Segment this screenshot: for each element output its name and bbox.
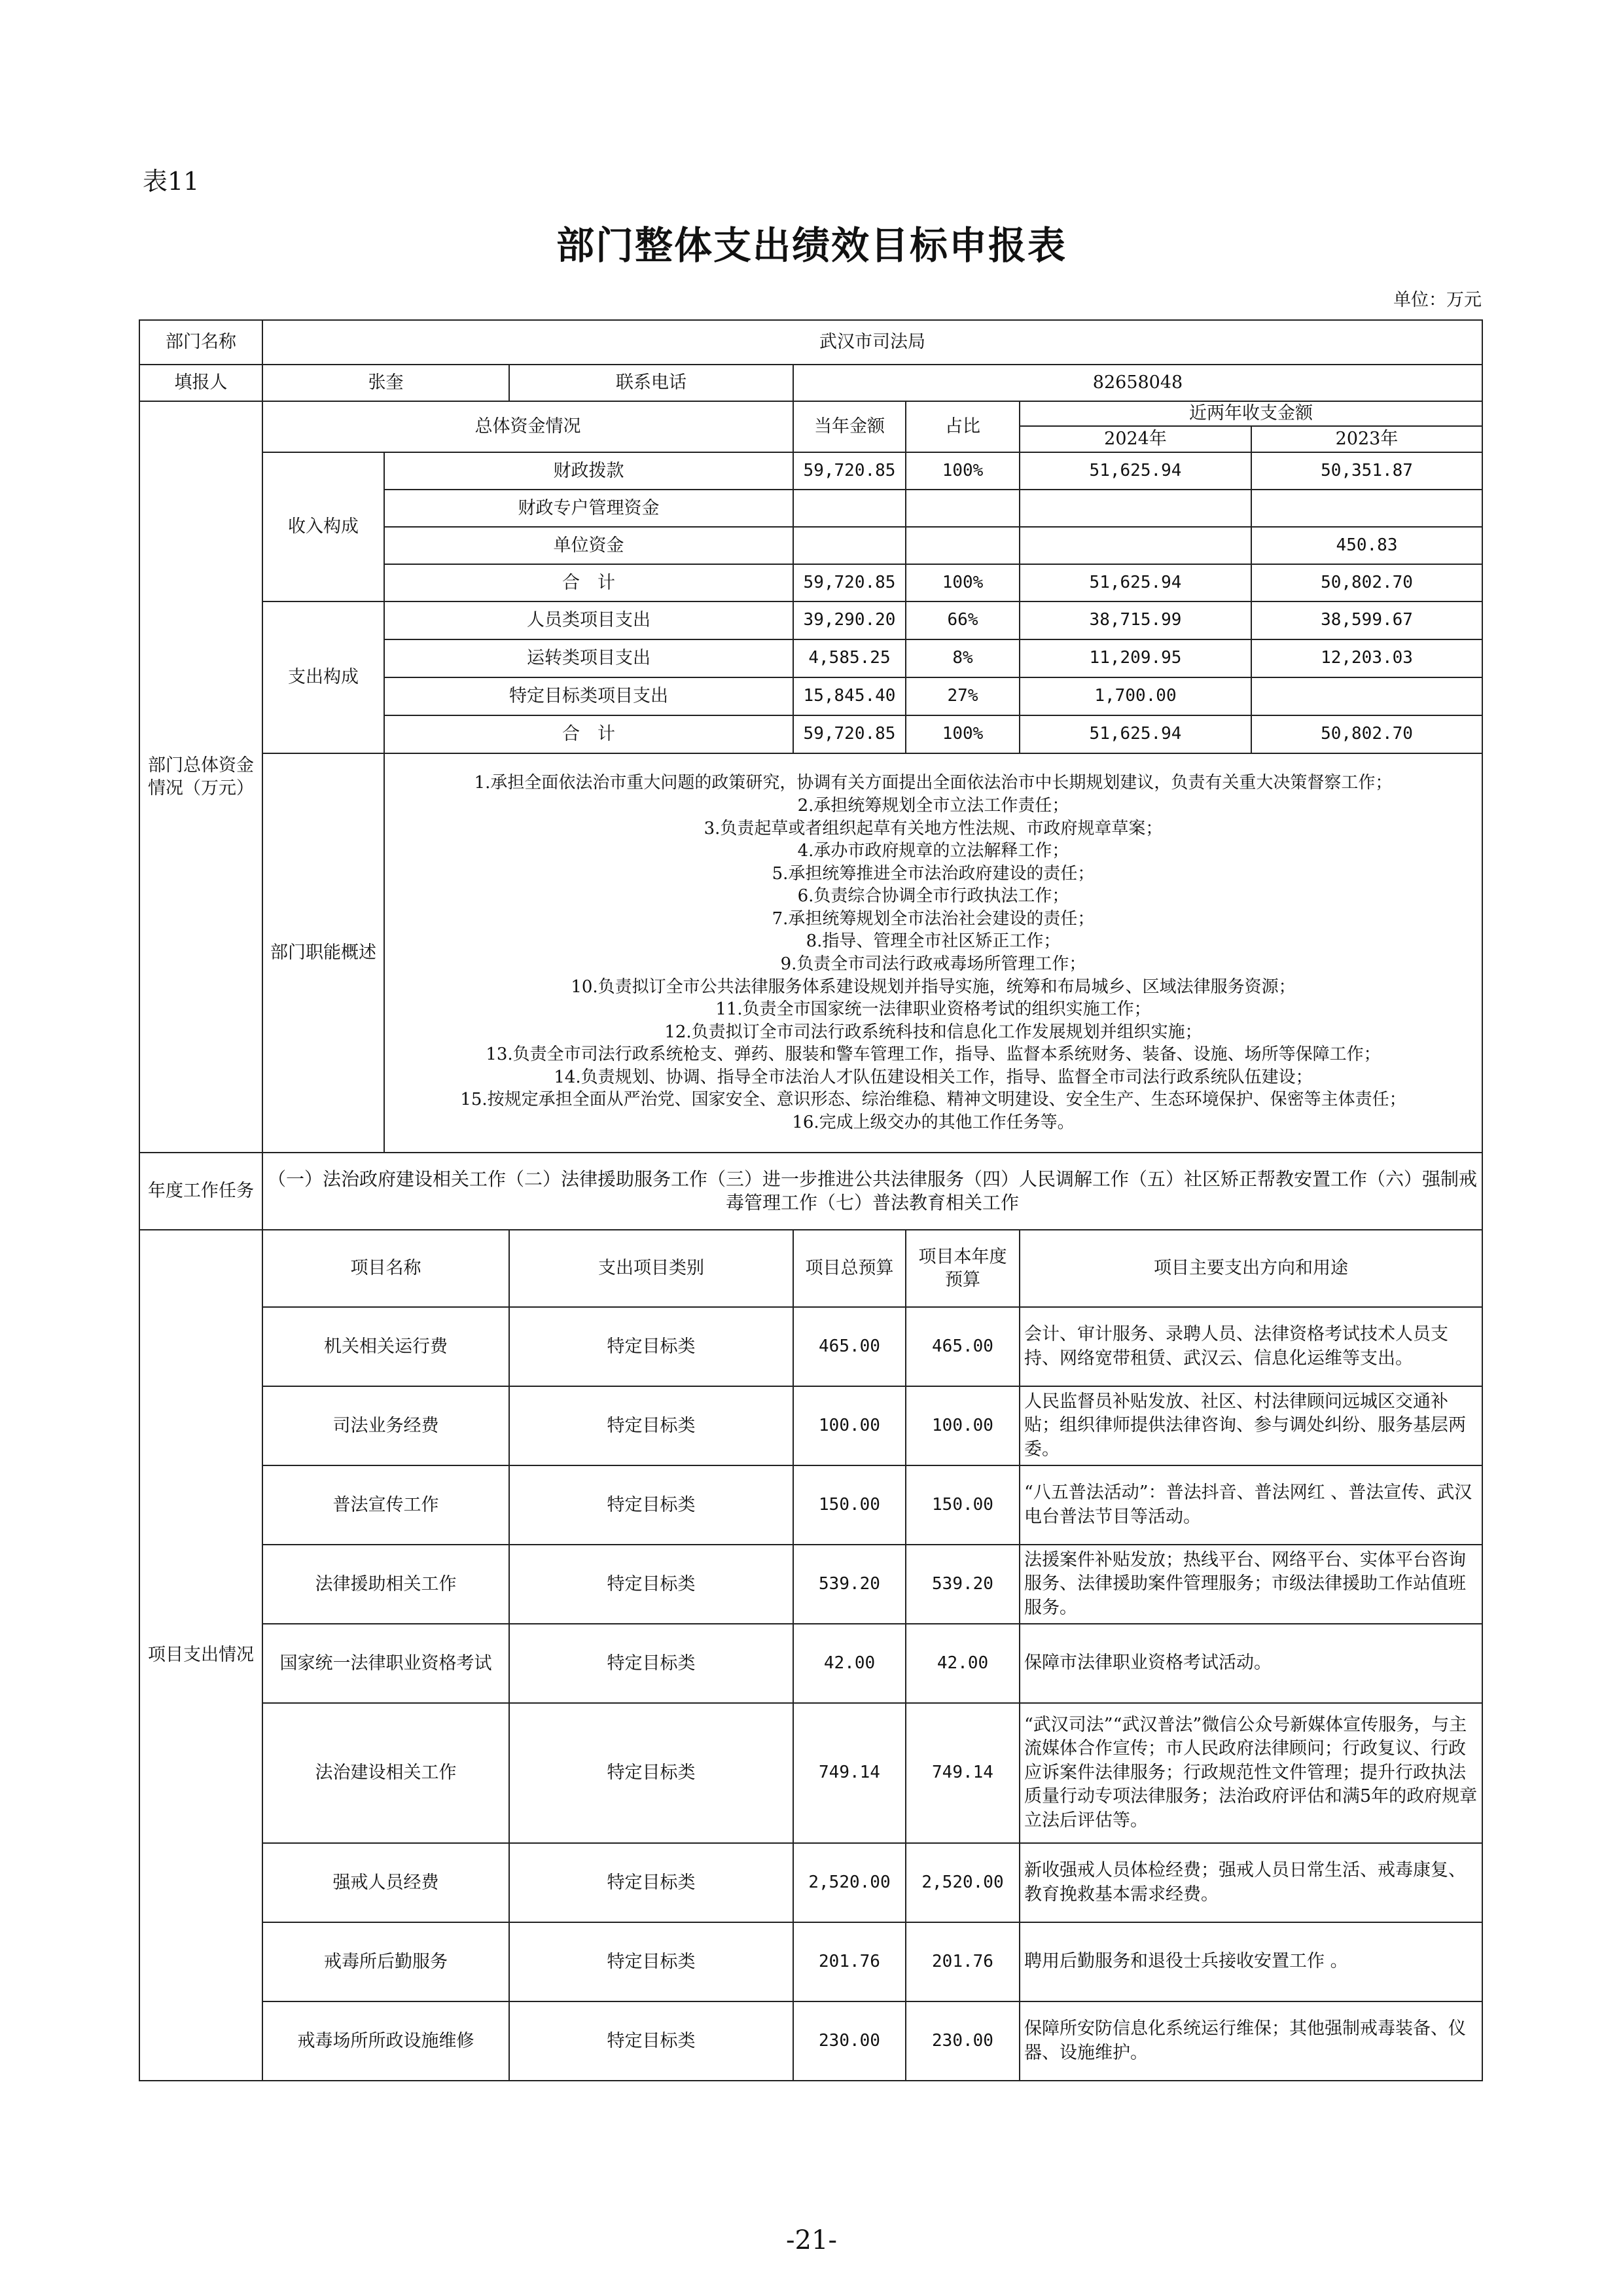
filler-row — [139, 365, 1482, 401]
duties-text — [384, 753, 1482, 1153]
income-item-name: 财政专户管理资金 — [384, 490, 793, 527]
project-name: 法治建设相关工作 — [262, 1703, 509, 1843]
project-year-header: 项目本年度预算 — [906, 1230, 1020, 1307]
year-2024-header: 2024年 — [1020, 426, 1251, 452]
duty-item: 14.负责规划、协调、指导全市法治人才队伍建设相关工作，指导、监督全市司法行政系统队伍建设； — [554, 1067, 1313, 1087]
project-row — [139, 1624, 1482, 1703]
dept-name-label: 部门名称 — [139, 320, 262, 365]
income-total-2023: 50,802.70 — [1251, 564, 1482, 601]
income-row — [139, 452, 1482, 490]
expense-current-amount: 15,845.40 — [793, 677, 906, 715]
annual-tasks-row — [139, 1153, 1482, 1230]
project-category: 特定目标类 — [509, 1545, 793, 1624]
project-usage-text: 新收强戒人员体检经费；强戒人员日常生活、戒毒康复、教育挽救基本需求经费。 — [1024, 1860, 1466, 1905]
funds-side-label: 部门总体资金情况（万元） — [139, 401, 262, 1153]
project-usage — [1020, 1307, 1482, 1386]
income-total-amount: 59,720.85 — [793, 564, 906, 601]
project-category: 特定目标类 — [509, 2001, 793, 2081]
year-2023-header: 2023年 — [1251, 426, 1482, 452]
income-current-amount — [793, 490, 906, 527]
duty-item: 6.负责综合协调全市行政执法工作； — [797, 886, 1069, 906]
project-total: 230.00 — [793, 2001, 906, 2081]
project-total: 539.20 — [793, 1545, 906, 1624]
page-title: 部门整体支出绩效目标申报表 — [556, 223, 1067, 268]
project-category: 特定目标类 — [509, 1386, 793, 1465]
project-usage — [1020, 1843, 1482, 1922]
expense-total-amount: 59,720.85 — [793, 715, 906, 753]
expense-share: 66% — [906, 601, 1020, 639]
project-row — [139, 1703, 1482, 1843]
project-name: 司法业务经费 — [262, 1386, 509, 1465]
project-category: 特定目标类 — [509, 1465, 793, 1545]
project-year-budget: 230.00 — [906, 2001, 1020, 2081]
project-total-header: 项目总预算 — [793, 1230, 906, 1307]
expense-2024-amount: 38,715.99 — [1020, 601, 1251, 639]
project-year-budget: 42.00 — [906, 1624, 1020, 1703]
project-total: 201.76 — [793, 1922, 906, 2001]
income-item-name: 单位资金 — [384, 527, 793, 564]
income-total-label: 合 计 — [384, 564, 793, 601]
income-current-amount: 59,720.85 — [793, 452, 906, 490]
project-year-budget: 465.00 — [906, 1307, 1020, 1386]
unit-label: 单位：万元 — [1393, 290, 1482, 310]
project-row — [139, 1386, 1482, 1465]
expense-share: 27% — [906, 677, 1020, 715]
project-usage-header: 项目主要支出方向和用途 — [1020, 1230, 1482, 1307]
expense-row — [139, 601, 1482, 639]
phone-value: 82658048 — [793, 365, 1482, 401]
duties-label: 部门职能概述 — [262, 753, 384, 1153]
project-total: 749.14 — [793, 1703, 906, 1843]
project-name: 机关相关运行费 — [262, 1307, 509, 1386]
expense-item-name: 人员类项目支出 — [384, 601, 793, 639]
duty-item: 2.承担统筹规划全市立法工作责任； — [797, 795, 1069, 816]
income-current-amount — [793, 527, 906, 564]
project-usage-text: 人民监督员补贴发放、社区、村法律顾问远城区交通补贴；组织律师提供法律咨询、参与调处纠纷、服务基层两委。 — [1024, 1391, 1466, 1460]
duty-item: 5.承担统筹推进全市法治政府建设的责任； — [772, 863, 1095, 884]
project-usage — [1020, 1624, 1482, 1703]
income-total-2024: 51,625.94 — [1020, 564, 1251, 601]
project-usage — [1020, 1465, 1482, 1545]
project-total: 42.00 — [793, 1624, 906, 1703]
project-usage-text: “八五普法活动”：普法抖音、普法网红 、普法宣传、武汉电台普法节目等活动。 — [1024, 1482, 1472, 1527]
overall-funds-label: 总体资金情况 — [262, 401, 793, 452]
project-category-header: 支出项目类别 — [509, 1230, 793, 1307]
project-name-header: 项目名称 — [262, 1230, 509, 1307]
project-name: 戒毒场所所政设施维修 — [262, 2001, 509, 2081]
expense-current-amount: 39,290.20 — [793, 601, 906, 639]
income-share — [906, 490, 1020, 527]
income-2024-amount — [1020, 527, 1251, 564]
expense-total-share: 100% — [906, 715, 1020, 753]
table-number-label: 表11 — [143, 167, 200, 196]
income-item-name: 财政拨款 — [384, 452, 793, 490]
project-usage-text: 法援案件补贴发放；热线平台、网络平台、实体平台咨询服务、法律援助案件管理服务；市级法律援助工作站值班服务。 — [1024, 1549, 1466, 1618]
income-share — [906, 527, 1020, 564]
recent-years-header: 近两年收支金额 — [1020, 401, 1482, 426]
project-usage — [1020, 1922, 1482, 2001]
project-total: 150.00 — [793, 1465, 906, 1545]
income-2023-amount: 50,351.87 — [1251, 452, 1482, 490]
project-row — [139, 1545, 1482, 1624]
expense-item-name: 特定目标类项目支出 — [384, 677, 793, 715]
project-category: 特定目标类 — [509, 1307, 793, 1386]
duty-item: 3.负责起草或者组织起草有关地方性法规、市政府规章草案； — [704, 818, 1163, 838]
project-usage-text: “武汉司法”“武汉普法”微信公众号新媒体宣传服务，与主流媒体合作宣传；市人民政府法律顾问；行政复议、行政应诉案件法律服务；行政规范性文件管理；提升行政执法质量行动专项法律服务；法治政府评估和满5年的政府规章立法后评估等。 — [1024, 1714, 1478, 1831]
project-year-budget: 150.00 — [906, 1465, 1020, 1545]
share-header: 占比 — [906, 401, 1020, 452]
project-row — [139, 1465, 1482, 1545]
expense-label: 支出构成 — [262, 601, 384, 753]
expense-total-2024: 51,625.94 — [1020, 715, 1251, 753]
income-label: 收入构成 — [262, 452, 384, 601]
dept-name-value: 武汉市司法局 — [262, 320, 1482, 365]
dept-name-row — [139, 320, 1482, 365]
duty-item: 7.承担统筹规划全市法治社会建设的责任； — [772, 908, 1095, 929]
project-year-budget: 100.00 — [906, 1386, 1020, 1465]
expense-2023-amount: 12,203.03 — [1251, 639, 1482, 677]
project-name: 国家统一法律职业资格考试 — [262, 1624, 509, 1703]
income-2023-amount — [1251, 490, 1482, 527]
duty-item: 11.负责全市国家统一法律职业资格考试的组织实施工作； — [715, 999, 1151, 1020]
project-usage-text: 保障市法律职业资格考试活动。 — [1024, 1653, 1272, 1674]
expense-2023-amount: 38,599.67 — [1251, 601, 1482, 639]
project-category: 特定目标类 — [509, 1624, 793, 1703]
duty-item: 1.承担全面依法治市重大问题的政策研究，协调有关方面提出全面依法治市中长期规划建议，负责有关重大决策督察工作； — [474, 773, 1393, 793]
filler-value: 张奎 — [262, 365, 509, 401]
project-name: 强戒人员经费 — [262, 1843, 509, 1922]
income-2023-amount: 450.83 — [1251, 527, 1482, 564]
project-name: 法律援助相关工作 — [262, 1545, 509, 1624]
project-usage-text: 会计、审计服务、录聘人员、法律资格考试技术人员支持、网络宽带租赁、武汉云、信息化运维等支出。 — [1024, 1324, 1448, 1369]
project-name: 戒毒所后勤服务 — [262, 1922, 509, 2001]
page-number: -21- — [786, 2225, 837, 2255]
performance-table — [139, 319, 1483, 2081]
duty-item: 9.负责全市司法行政戒毒场所管理工作； — [780, 954, 1086, 974]
expense-current-amount: 4,585.25 — [793, 639, 906, 677]
funds-header-row — [139, 401, 1482, 426]
project-name: 普法宣传工作 — [262, 1465, 509, 1545]
project-category: 特定目标类 — [509, 1843, 793, 1922]
expense-total-label: 合 计 — [384, 715, 793, 753]
project-usage — [1020, 1386, 1482, 1465]
phone-label: 联系电话 — [509, 365, 793, 401]
income-2024-amount: 51,625.94 — [1020, 452, 1251, 490]
project-total: 465.00 — [793, 1307, 906, 1386]
project-row — [139, 1843, 1482, 1922]
annual-tasks-label: 年度工作任务 — [139, 1153, 262, 1230]
duty-item: 8.指导、管理全市社区矫正工作； — [806, 931, 1061, 952]
income-2024-amount — [1020, 490, 1251, 527]
expense-item-name: 运转类项目支出 — [384, 639, 793, 677]
income-total-share: 100% — [906, 564, 1020, 601]
project-row — [139, 1922, 1482, 2001]
project-year-budget: 2,520.00 — [906, 1843, 1020, 1922]
project-year-budget: 539.20 — [906, 1545, 1020, 1624]
project-usage — [1020, 1703, 1482, 1843]
projects-label: 项目支出情况 — [139, 1230, 262, 2081]
income-share: 100% — [906, 452, 1020, 490]
project-total: 100.00 — [793, 1386, 906, 1465]
project-usage-text: 保障所安防信息化系统运行维保；其他强制戒毒装备、仪器、设施维护。 — [1024, 2018, 1466, 2063]
project-usage-text: 聘用后勤服务和退役士兵接收安置工作 。 — [1024, 1951, 1348, 1972]
expense-share: 8% — [906, 639, 1020, 677]
duty-item: 12.负责拟订全市司法行政系统科技和信息化工作发展规划并组织实施； — [664, 1022, 1202, 1042]
project-usage — [1020, 2001, 1482, 2081]
annual-tasks-text: （一）法治政府建设相关工作（二）法律援助服务工作（三）进一步推进公共法律服务（四）人民调解工作（五）社区矫正帮教安置工作（六）强制戒毒管理工作（七）普法教育相关工作 — [262, 1153, 1482, 1230]
project-usage — [1020, 1545, 1482, 1624]
current-amount-header: 当年金额 — [793, 401, 906, 452]
project-category: 特定目标类 — [509, 1922, 793, 2001]
project-total: 2,520.00 — [793, 1843, 906, 1922]
project-header-row — [139, 1230, 1482, 1307]
duties-row — [139, 753, 1482, 1153]
expense-2024-amount: 1,700.00 — [1020, 677, 1251, 715]
expense-2024-amount: 11,209.95 — [1020, 639, 1251, 677]
duty-item: 15.按规定承担全面从严治党、国家安全、意识形态、综治维稳、精神文明建设、安全生产、生态环境保护、保密等主体责任； — [460, 1090, 1406, 1110]
duty-item: 10.负责拟订全市公共法律服务体系建设规划并指导实施，统筹和布局城乡、区域法律服务资源； — [571, 977, 1296, 997]
project-row — [139, 2001, 1482, 2081]
project-year-budget: 201.76 — [906, 1922, 1020, 2001]
project-row — [139, 1307, 1482, 1386]
duty-item: 13.负责全市司法行政系统枪支、弹药、服装和警车管理工作，指导、监督本系统财务、装备、设施、场所等保障工作； — [486, 1045, 1381, 1065]
filler-label: 填报人 — [139, 365, 262, 401]
project-year-budget: 749.14 — [906, 1703, 1020, 1843]
duty-item: 16.完成上级交办的其他工作任务等。 — [792, 1113, 1075, 1133]
project-category: 特定目标类 — [509, 1703, 793, 1843]
expense-total-2023: 50,802.70 — [1251, 715, 1482, 753]
duty-item: 4.承办市政府规章的立法解释工作； — [797, 841, 1069, 861]
expense-2023-amount — [1251, 677, 1482, 715]
